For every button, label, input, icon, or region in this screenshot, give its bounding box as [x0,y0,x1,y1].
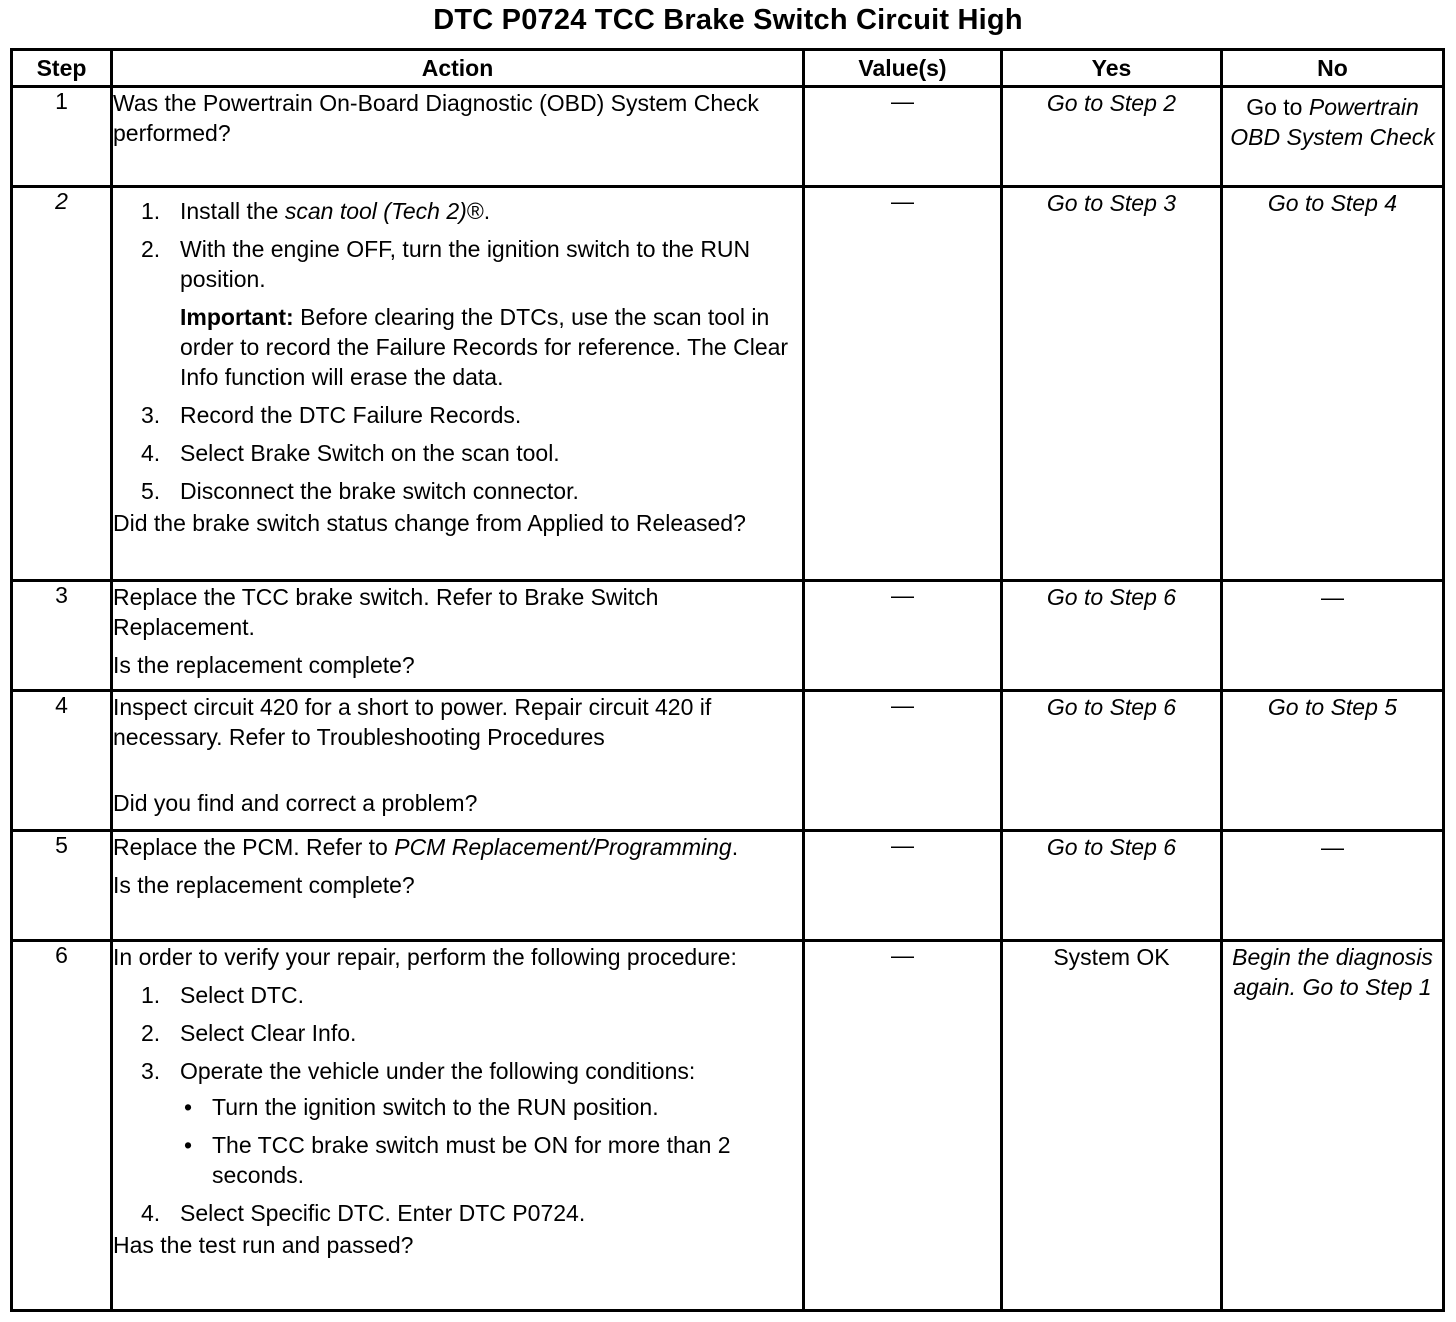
bullet-icon: • [184,1094,193,1120]
action-cell [112,691,804,831]
value-cell: — [804,581,1002,691]
list-item: 4. Select Brake Switch on the scan tool. [141,440,560,466]
procedure-list [113,980,802,1228]
table-row-step-3 [12,581,1444,691]
diagnostic-table [10,48,1445,1312]
important-note: Important: Before clearing the DTCs, use the scan tool in order to record the Failure Records for reference. The Clear Info function will erase the data. [180,304,789,390]
action-question: Did the brake switch status change from Applied to Released? [113,510,746,536]
header-row [12,50,1444,87]
page-title: DTC P0724 TCC Brake Switch Circuit High [433,4,1023,36]
step-number: 3 [12,581,112,691]
header-values: Value(s) [804,50,1002,87]
no-cell: Go to Step 4 [1222,187,1444,581]
yes-cell: Go to Step 6 [1002,691,1222,831]
no-link-text: Powertrain OBD System Check [1230,94,1435,150]
yes-cell: Go to Step 6 [1002,581,1222,691]
action-text: Replace the TCC brake switch. Refer to Brake Switch Replacement. [113,584,659,640]
table-row-step-2 [12,187,1444,581]
step-number: 5 [12,831,112,941]
list-item: 2. With the engine OFF, turn the ignition switch to the RUN position. [141,236,751,292]
no-prefix: Go to [1246,94,1309,120]
action-cell [112,87,804,187]
header-step: Step [12,50,112,87]
action-question: Has the test run and passed? [113,1232,414,1258]
action-text: Inspect circuit 420 for a short to power. Repair circuit 420 if necessary. Refer to Troubleshooting Procedures [113,694,712,750]
no-cell: — [1222,831,1444,941]
action-cell [112,941,804,1311]
list-item: • Turn the ignition switch to the RUN position. [184,1094,659,1120]
no-cell: Begin the diagnosis again. Go to Step 1 [1222,941,1444,1311]
list-item: 5. Disconnect the brake switch connector. [141,478,579,504]
action-question: Was the Powertrain On-Board Diagnostic (OBD) System Check performed? [113,90,759,146]
list-item: 1. Install the scan tool (Tech 2)®. [141,198,491,224]
no-cell: Go to Step 5 [1222,691,1444,831]
table-row-step-5 [12,831,1444,941]
yes-cell: System OK [1002,941,1222,1311]
value-cell: — [804,87,1002,187]
condition-list [180,1092,802,1190]
spacer [113,752,802,788]
bullet-icon: • [184,1132,193,1158]
table-row-step-1 [12,87,1444,187]
list-item: 3. Record the DTC Failure Records. [141,402,522,428]
value-cell: — [804,691,1002,831]
action-cell [112,831,804,941]
procedure-list [113,196,802,294]
action-text: Replace the PCM. Refer to PCM Replacement/Programming. [113,834,739,860]
table-row-step-6 [12,941,1444,1311]
step-number: 1 [12,87,112,187]
no-cell: — [1222,581,1444,691]
table-row-step-4 [12,691,1444,831]
action-cell [112,581,804,691]
step-number: 6 [12,941,112,1311]
list-item: • The TCC brake switch must be ON for more than 2 seconds. [184,1132,731,1188]
list-item: 1. Select DTC. [141,982,304,1008]
procedure-list [113,400,802,506]
header-yes: Yes [1002,50,1222,87]
value-cell: — [804,187,1002,581]
action-question: Is the replacement complete? [113,652,415,678]
list-item: 3. Operate the vehicle under the following conditions: • Turn the ignition switch to the RUN position. • The TCC brake switch must be ON for more than 2 seconds. [113,1056,802,1190]
action-question: Is the replacement complete? [113,872,415,898]
no-cell [1222,87,1444,187]
yes-cell: Go to Step 3 [1002,187,1222,581]
header-no: No [1222,50,1444,87]
yes-cell: Go to Step 2 [1002,87,1222,187]
header-action: Action [112,50,804,87]
step-number: 2 [12,187,112,581]
action-question: Did you find and correct a problem? [113,790,478,816]
yes-cell: Go to Step 6 [1002,831,1222,941]
value-cell: — [804,941,1002,1311]
action-cell [112,187,804,581]
action-intro: In order to verify your repair, perform the following procedure: [113,944,737,970]
value-cell: — [804,831,1002,941]
step-number: 4 [12,691,112,831]
list-item: 4. Select Specific DTC. Enter DTC P0724. [141,1200,586,1226]
list-item: 2. Select Clear Info. [141,1020,357,1046]
